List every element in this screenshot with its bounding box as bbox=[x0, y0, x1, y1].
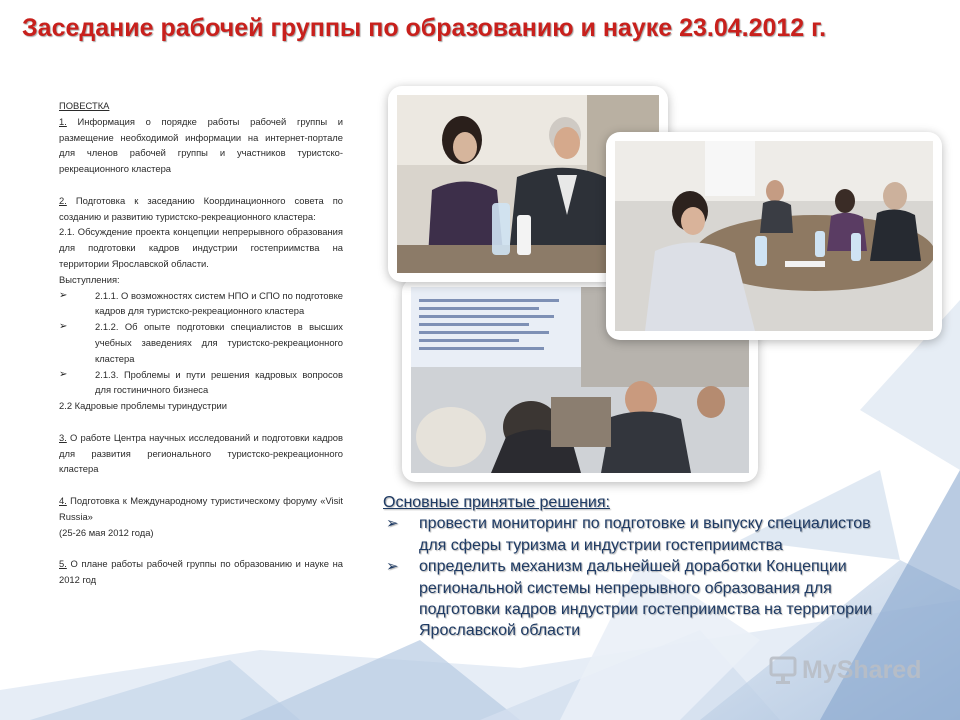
decision-text: определить механизм дальнейшей доработки Концепции региональной системы непрерывного образования для подготовки кадров индустрии гостеприимства на территории Ярославской области bbox=[419, 558, 872, 640]
arrow-bullet-icon: ➢ bbox=[386, 558, 399, 576]
speech-text: 2.1.2. Об опыте подготовки специалистов в высших учебных заведениях для туристско-рекреационного кластера bbox=[95, 321, 343, 364]
agenda-item-2-2: 2.2 Кадровые проблемы туриндустрии bbox=[59, 400, 228, 412]
arrow-bullet-icon: ➢ bbox=[59, 368, 68, 380]
arrow-bullet-icon: ➢ bbox=[386, 515, 399, 533]
decisions-section bbox=[383, 492, 883, 642]
agenda-item-text: Подготовка к заседанию Координационного совета по созданию и развитию туристско-рекреационного кластера: bbox=[59, 194, 343, 222]
meeting-photo-2-image bbox=[615, 141, 933, 331]
agenda-item-5 bbox=[59, 556, 343, 588]
decision-item bbox=[383, 556, 883, 642]
agenda-item-2-1: 2.1. Обсуждение проекта концепции непрерывного образования для подготовки кадров индустрии гостеприимства на территории Ярославской области. bbox=[59, 226, 343, 269]
speech-item bbox=[59, 367, 343, 399]
agenda-item-number: 2. bbox=[59, 194, 67, 206]
agenda-item-text: О плане работы рабочей группы по образованию и науке на 2012 год bbox=[59, 558, 343, 585]
myshared-watermark bbox=[768, 655, 921, 685]
agenda-item-4-dates: (25-26 мая 2012 года) bbox=[59, 526, 154, 538]
speeches-label: Выступления: bbox=[59, 273, 120, 285]
page-title: Заседание рабочей группы по образованию и науке 23.04.2012 г. bbox=[22, 14, 827, 42]
speech-item bbox=[59, 288, 343, 320]
agenda-item-3 bbox=[59, 430, 343, 477]
arrow-bullet-icon: ➢ bbox=[59, 289, 68, 301]
agenda-item-number: 3. bbox=[59, 431, 67, 443]
agenda-item-1 bbox=[59, 114, 343, 177]
agenda-item-text: О работе Центра научных исследований и подготовки кадров для развития регионального туристско-рекреационного кластера bbox=[59, 431, 343, 475]
agenda-item-text: Подготовка к Международному туристическому форуму «Visit Russia» bbox=[59, 494, 343, 522]
agenda-heading: ПОВЕСТКА bbox=[59, 100, 110, 111]
agenda-item-2 bbox=[59, 193, 343, 225]
agenda-item-4 bbox=[59, 493, 343, 525]
speech-text: 2.1.3. Проблемы и пути решения кадровых вопросов для гостиничного бизнеса bbox=[95, 368, 343, 396]
meeting-photo-2 bbox=[606, 132, 942, 340]
agenda-item-text: Информация о порядке работы рабочей группы и размещение необходимой информации на интернет-портале для членов рабочей группы и участников туристско-рекреационного кластера bbox=[59, 115, 343, 175]
agenda-item-number: 1. bbox=[59, 115, 67, 127]
agenda-item-number: 5. bbox=[59, 558, 67, 570]
watermark-text: MyShared bbox=[802, 655, 922, 684]
agenda-item-number: 4. bbox=[59, 494, 67, 506]
decisions-heading: Основные принятые решения: bbox=[383, 494, 610, 511]
decision-item bbox=[383, 513, 883, 556]
speech-text: 2.1.1. О возможностях систем НПО и СПО по подготовке кадров для туристско-рекреационного кластера bbox=[95, 289, 343, 317]
presentation-icon bbox=[768, 655, 798, 685]
agenda-section bbox=[59, 98, 343, 588]
speech-item bbox=[59, 319, 343, 366]
arrow-bullet-icon: ➢ bbox=[59, 321, 68, 333]
decision-text: провести мониторинг по подготовке и выпуску специалистов для сферы туризма и индустрии гостеприимства bbox=[419, 515, 871, 554]
